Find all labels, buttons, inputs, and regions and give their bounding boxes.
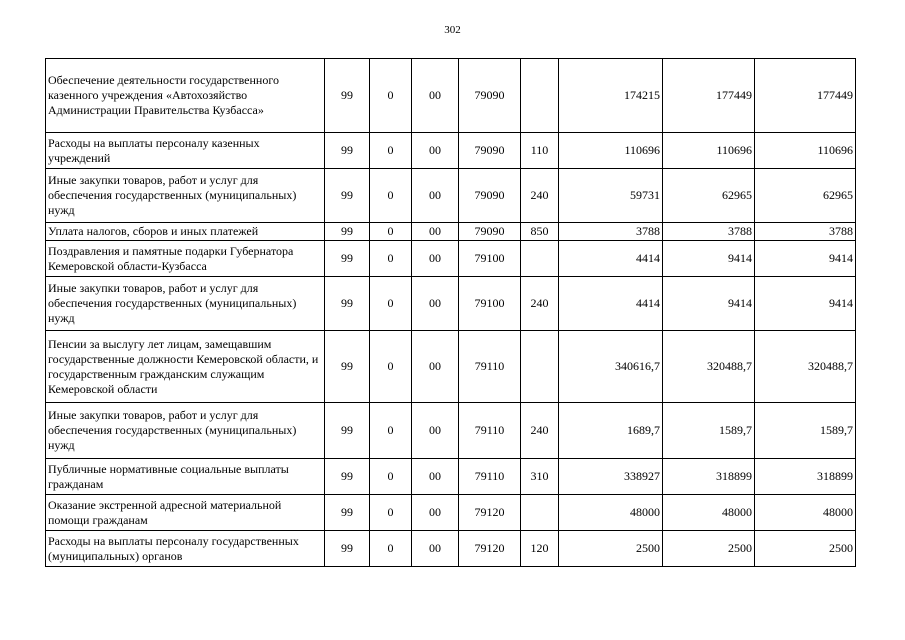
- cell-name: Иные закупки товаров, работ и услуг для обеспечения государственных (муниципальных) нужд: [46, 403, 325, 459]
- cell-value-2: 62965: [663, 169, 755, 223]
- cell-code-2: 0: [370, 459, 412, 495]
- cell-code-4: 79090: [459, 59, 521, 133]
- cell-code-2: 0: [370, 495, 412, 531]
- cell-value-3: 318899: [755, 459, 856, 495]
- cell-code-1: 99: [325, 495, 370, 531]
- cell-value-2: 9414: [663, 241, 755, 277]
- cell-code-4: 79090: [459, 169, 521, 223]
- cell-code-1: 99: [325, 241, 370, 277]
- cell-code-3: 00: [412, 403, 459, 459]
- cell-code-5: 240: [521, 169, 559, 223]
- cell-code-3: 00: [412, 133, 459, 169]
- table-row: [46, 331, 856, 403]
- cell-value-3: 110696: [755, 133, 856, 169]
- cell-code-3: 00: [412, 495, 459, 531]
- cell-code-1: 99: [325, 59, 370, 133]
- cell-value-1: 1689,7: [559, 403, 663, 459]
- cell-name: Пенсии за выслугу лет лицам, замещавшим государственные должности Кемеровской области, и государственным гражданским служащим Кемеровской области: [46, 331, 325, 403]
- cell-code-4: 79100: [459, 241, 521, 277]
- cell-value-3: 62965: [755, 169, 856, 223]
- cell-code-4: 79110: [459, 331, 521, 403]
- cell-code-2: 0: [370, 223, 412, 241]
- cell-value-3: 177449: [755, 59, 856, 133]
- cell-value-1: 110696: [559, 133, 663, 169]
- cell-code-5: 240: [521, 403, 559, 459]
- cell-value-3: 9414: [755, 241, 856, 277]
- cell-code-4: 79100: [459, 277, 521, 331]
- table-row: [46, 459, 856, 495]
- cell-code-5: 850: [521, 223, 559, 241]
- cell-code-4: 79110: [459, 403, 521, 459]
- cell-code-2: 0: [370, 59, 412, 133]
- cell-code-1: 99: [325, 277, 370, 331]
- cell-code-1: 99: [325, 223, 370, 241]
- cell-code-3: 00: [412, 331, 459, 403]
- cell-value-1: 340616,7: [559, 331, 663, 403]
- cell-name: Публичные нормативные социальные выплаты гражданам: [46, 459, 325, 495]
- table-row: [46, 133, 856, 169]
- cell-code-2: 0: [370, 241, 412, 277]
- cell-code-3: 00: [412, 459, 459, 495]
- cell-code-5: 240: [521, 277, 559, 331]
- table-row: [46, 531, 856, 567]
- cell-value-1: 338927: [559, 459, 663, 495]
- cell-code-5: [521, 241, 559, 277]
- cell-code-2: 0: [370, 277, 412, 331]
- cell-value-1: 4414: [559, 277, 663, 331]
- cell-code-3: 00: [412, 277, 459, 331]
- cell-code-3: 00: [412, 169, 459, 223]
- cell-value-2: 48000: [663, 495, 755, 531]
- cell-code-5: 120: [521, 531, 559, 567]
- cell-value-2: 2500: [663, 531, 755, 567]
- table-row: [46, 403, 856, 459]
- cell-value-1: 174215: [559, 59, 663, 133]
- cell-name: Иные закупки товаров, работ и услуг для обеспечения государственных (муниципальных) нужд: [46, 277, 325, 331]
- table-row: [46, 277, 856, 331]
- cell-name: Иные закупки товаров, работ и услуг для обеспечения государственных (муниципальных) нужд: [46, 169, 325, 223]
- cell-code-3: 00: [412, 531, 459, 567]
- cell-code-2: 0: [370, 403, 412, 459]
- cell-value-3: 48000: [755, 495, 856, 531]
- cell-value-1: 4414: [559, 241, 663, 277]
- cell-code-2: 0: [370, 331, 412, 403]
- cell-code-3: 00: [412, 59, 459, 133]
- cell-name: Расходы на выплаты персоналу казенных учреждений: [46, 133, 325, 169]
- cell-value-1: 3788: [559, 223, 663, 241]
- cell-code-1: 99: [325, 331, 370, 403]
- cell-value-1: 2500: [559, 531, 663, 567]
- cell-value-2: 9414: [663, 277, 755, 331]
- cell-code-5: [521, 331, 559, 403]
- cell-value-3: 2500: [755, 531, 856, 567]
- table-row: [46, 59, 856, 133]
- page-number: 302: [444, 24, 461, 36]
- cell-code-5: [521, 495, 559, 531]
- cell-code-4: 79090: [459, 133, 521, 169]
- cell-code-1: 99: [325, 459, 370, 495]
- table-row: [46, 241, 856, 277]
- cell-code-5: 110: [521, 133, 559, 169]
- cell-name: Обеспечение деятельности государственного казенного учреждения «Автохозяйство Администрации Правительства Кузбасса»: [46, 59, 325, 133]
- cell-code-5: 310: [521, 459, 559, 495]
- cell-code-2: 0: [370, 169, 412, 223]
- cell-name: Расходы на выплаты персоналу государственных (муниципальных) органов: [46, 531, 325, 567]
- table-row: [46, 169, 856, 223]
- cell-value-2: 177449: [663, 59, 755, 133]
- table-row: [46, 223, 856, 241]
- cell-value-2: 320488,7: [663, 331, 755, 403]
- cell-value-2: 318899: [663, 459, 755, 495]
- cell-value-3: 1589,7: [755, 403, 856, 459]
- budget-table-body: [46, 59, 856, 567]
- cell-value-3: 320488,7: [755, 331, 856, 403]
- cell-value-3: 9414: [755, 277, 856, 331]
- cell-value-1: 48000: [559, 495, 663, 531]
- cell-value-3: 3788: [755, 223, 856, 241]
- cell-code-2: 0: [370, 531, 412, 567]
- cell-code-4: 79120: [459, 531, 521, 567]
- cell-code-1: 99: [325, 531, 370, 567]
- cell-value-2: 1589,7: [663, 403, 755, 459]
- cell-code-1: 99: [325, 133, 370, 169]
- cell-name: Поздравления и памятные подарки Губернатора Кемеровской области-Кузбасса: [46, 241, 325, 277]
- cell-code-5: [521, 59, 559, 133]
- cell-value-2: 3788: [663, 223, 755, 241]
- budget-table: [45, 58, 856, 567]
- cell-code-2: 0: [370, 133, 412, 169]
- table-row: [46, 495, 856, 531]
- cell-value-1: 59731: [559, 169, 663, 223]
- cell-code-4: 79120: [459, 495, 521, 531]
- cell-code-3: 00: [412, 241, 459, 277]
- cell-name: Оказание экстренной адресной материальной помощи гражданам: [46, 495, 325, 531]
- cell-code-4: 79110: [459, 459, 521, 495]
- cell-code-4: 79090: [459, 223, 521, 241]
- cell-name: Уплата налогов, сборов и иных платежей: [46, 223, 325, 241]
- cell-code-3: 00: [412, 223, 459, 241]
- cell-code-1: 99: [325, 169, 370, 223]
- cell-value-2: 110696: [663, 133, 755, 169]
- cell-code-1: 99: [325, 403, 370, 459]
